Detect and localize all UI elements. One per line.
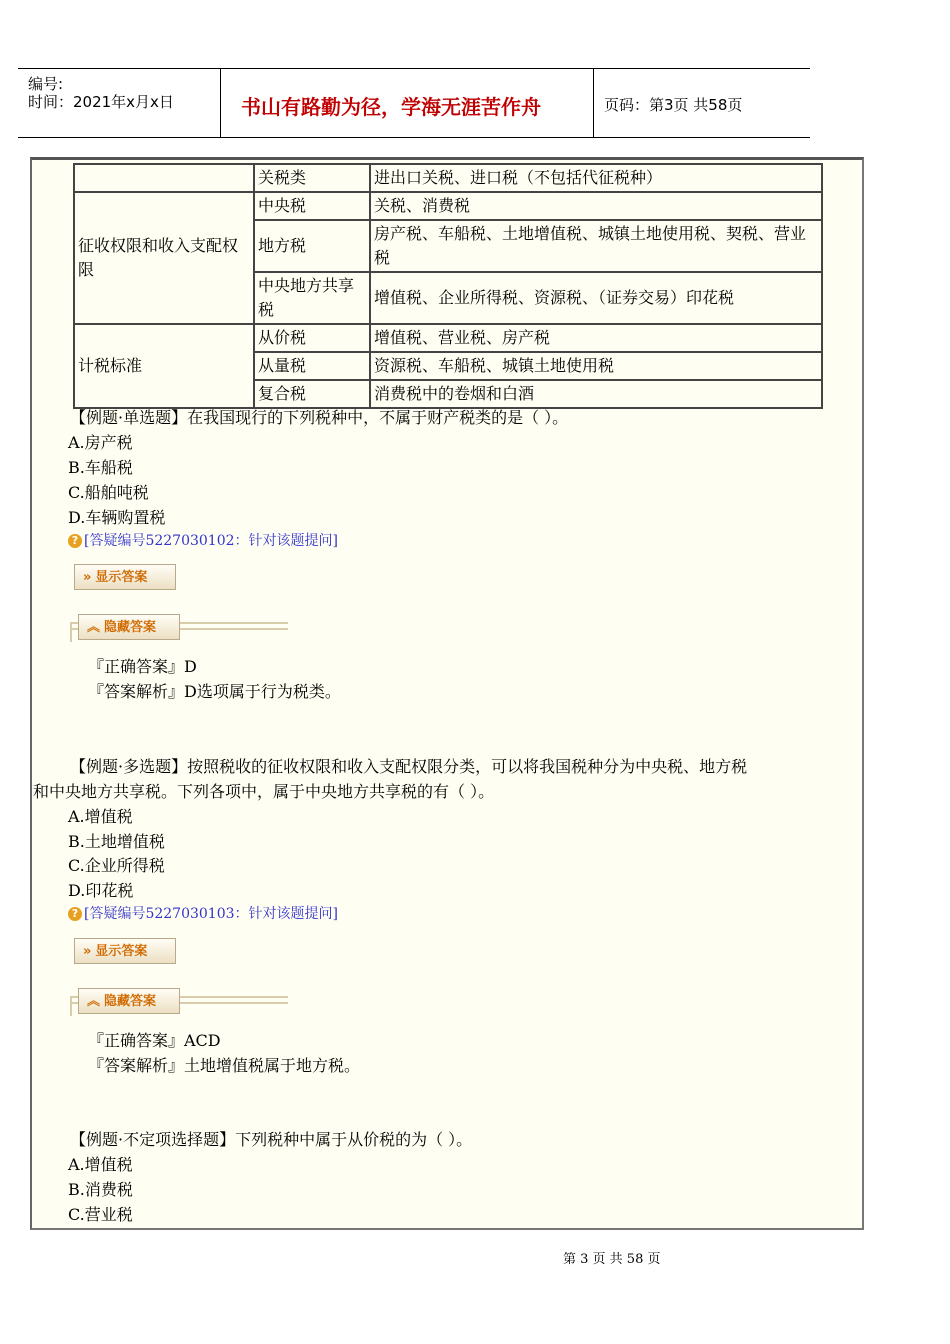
type-cell: 关税类 [254,164,370,192]
q1-option-a: A.房产税 [68,433,133,452]
q1-show-answer-button[interactable] [74,564,176,590]
header-meta [18,69,221,137]
q1-answer: 『正确答案』D [88,657,197,676]
q2-option-b: B.土地增值税 [68,832,165,851]
q2-stem-line2: 和中央地方共享税。下列各项中，属于中央地方共享税的有（ ）。 [33,782,495,801]
chevron-up-icon: ︽ [87,620,101,635]
type-cell: 中央税 [254,192,370,220]
desc-cell: 消费税中的卷烟和白酒 [370,380,822,408]
q1-analysis: 『答案解析』D选项属于行为税类。 [88,682,341,701]
q3-option-a: A.增值税 [68,1155,133,1174]
chevron-up-icon: ︽ [87,994,101,1009]
question-icon: ? [68,534,82,548]
type-cell: 从量税 [254,352,370,380]
type-cell: 地方税 [254,220,370,272]
time-label: 时间：2021年x月x日 [28,93,174,111]
group-cell [74,164,254,192]
show-answer-label: 显示答案 [95,944,148,959]
q2-analysis: 『答案解析』土地增值税属于地方税。 [88,1056,361,1075]
table-row [74,324,822,352]
q2-answer: 『正确答案』ACD [88,1031,221,1050]
number-label: 编号: [28,75,64,93]
desc-cell: 进出口关税、进口税（不包括代征税种） [370,164,822,192]
table-row [74,164,822,192]
header-motto-cell [221,69,594,137]
desc-cell: 增值税、营业税、房产税 [370,324,822,352]
page-info: 页码：第3页 共58页 [604,96,743,114]
desc-cell: 增值税、企业所得税、资源税、（证券交易）印花税 [370,272,822,324]
q3-stem: 【例题·不定项选择题】下列税种中属于从价税的为（ ）。 [70,1130,473,1149]
q2-ask-text: [答疑编号5227030103：针对该题提问] [84,906,338,922]
q1-ask-text: [答疑编号5227030102：针对该题提问] [84,533,338,549]
page-footer: 第 3 页 共 58 页 [563,1252,661,1267]
q3-option-c: C.营业税 [68,1205,133,1224]
q2-show-answer-button[interactable] [74,938,176,964]
hide-answer-label: 隐藏答案 [104,994,157,1009]
q2-stem-line1: 【例题·多选题】按照税收的征收权限和收入支配权限分类，可以将我国税种分为中央税、地方税 [70,757,748,776]
q3-option-b: B.消费税 [68,1180,133,1199]
type-cell: 复合税 [254,380,370,408]
q2-option-d: D.印花税 [68,881,134,900]
q1-hide-answer-bar [70,614,288,642]
hide-answer-label: 隐藏答案 [104,620,157,635]
q1-stem: 【例题·单选题】在我国现行的下列税种中，不属于财产税类的是（ ）。 [70,408,569,427]
q2-option-a: A.增值税 [68,807,133,826]
table-row [74,192,822,220]
group-cell: 计税标准 [74,324,254,408]
type-cell: 从价税 [254,324,370,352]
desc-cell: 房产税、车船税、土地增值税、城镇土地使用税、契税、营业税 [370,220,822,272]
q1-option-d: D.车辆购置税 [68,508,166,527]
type-cell: 中央地方共享税 [254,272,370,324]
q1-hide-answer-button[interactable] [78,614,180,640]
tax-classification-table [73,163,823,409]
group-cell: 征收权限和收入支配权限 [74,192,254,324]
header-page-cell [594,69,810,137]
show-answer-label: 显示答案 [95,570,148,585]
chevron-right-icon: » [83,570,92,585]
chevron-right-icon: » [83,944,92,959]
q2-hide-answer-bar [70,988,288,1016]
question-icon: ? [68,907,82,921]
q2-hide-answer-button[interactable] [78,988,180,1014]
desc-cell: 资源税、车船税、城镇土地使用税 [370,352,822,380]
q1-option-c: C.船舶吨税 [68,483,149,502]
q2-ask-link[interactable] [68,903,338,923]
motto: 书山有路勤为径，学海无涯苦作舟 [241,95,541,119]
q1-option-b: B.车船税 [68,458,133,477]
page-header [18,68,810,138]
q1-ask-link[interactable] [68,530,338,550]
q2-option-c: C.企业所得税 [68,856,165,875]
desc-cell: 关税、消费税 [370,192,822,220]
